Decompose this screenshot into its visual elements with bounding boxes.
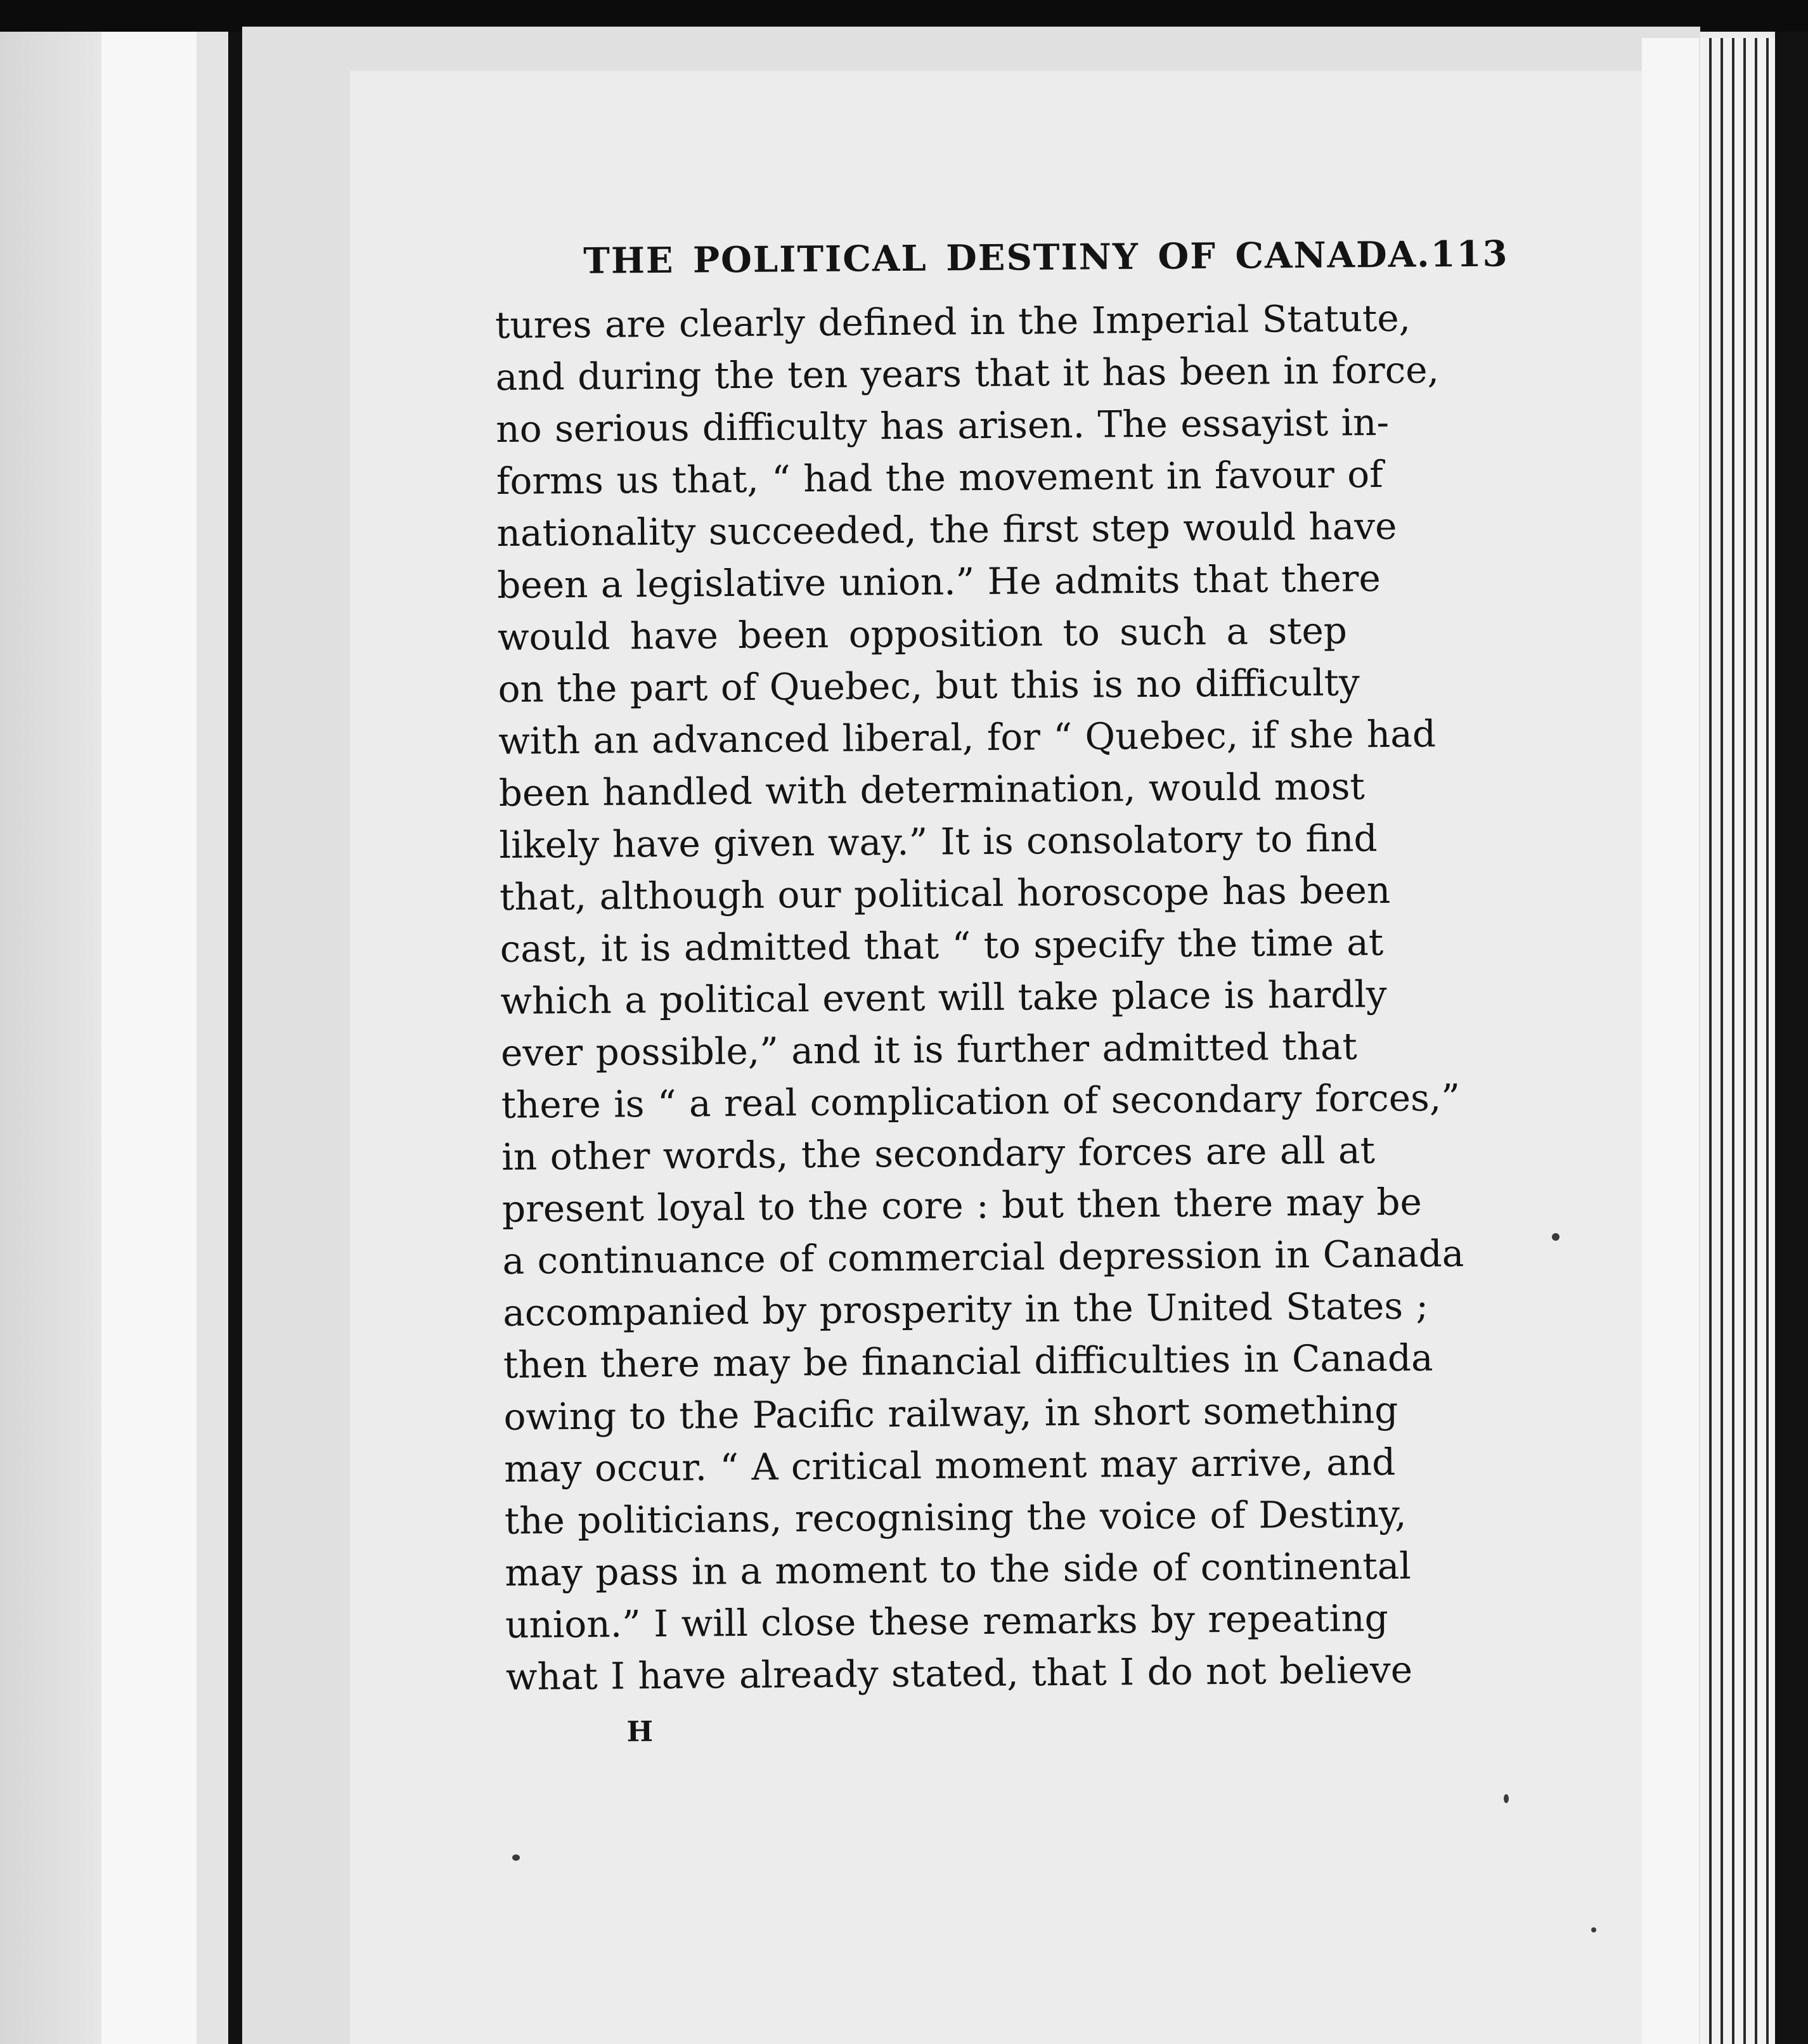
- book-gutter: [228, 32, 242, 2044]
- text-line: been handled with determination, would most: [498, 765, 1366, 815]
- running-head-title: THE POLITICAL DESTINY OF CANADA.: [583, 233, 1431, 282]
- text-line: on the part of Quebec, but this is no difficulty: [498, 661, 1360, 711]
- text-line: may occur. “ A critical moment may arrive, and: [503, 1440, 1396, 1491]
- text-line: that, although our political horoscope has been: [499, 868, 1391, 919]
- text-line: with an advanced liberal, for “ Quebec, if she had: [498, 712, 1437, 763]
- text-line: the politicians, recognising the voice of Destiny,: [504, 1492, 1407, 1543]
- left-page-shadow: [0, 32, 101, 2044]
- page-number: 113: [1430, 233, 1509, 276]
- paper-speck: [1552, 1233, 1559, 1241]
- running-head: [583, 233, 1509, 282]
- left-page-inner-margin: [197, 32, 228, 2044]
- text-line: forms us that, “ had the movement in favour of: [496, 453, 1383, 503]
- paper-speck: [1504, 1794, 1509, 1803]
- text-line: may pass in a moment to the side of continental: [505, 1544, 1412, 1594]
- page-right-margin: [1642, 38, 1699, 2044]
- text-line: owing to the Pacific railway, in short something: [503, 1388, 1398, 1439]
- page-text-block: [494, 233, 1509, 1749]
- text-line: accompanied by prosperity in the United States ;: [503, 1284, 1429, 1335]
- text-line: which a political event will take place is hardly: [500, 972, 1387, 1023]
- scan-right-border: [1775, 32, 1808, 2044]
- text-line: nationality succeeded, the first step would have: [496, 504, 1397, 555]
- paper-speck: [512, 1854, 520, 1861]
- text-line: then there may be financial difficulties in Canada: [503, 1336, 1433, 1387]
- text-line: no serious difficulty has arisen. The essayist in-: [496, 400, 1390, 451]
- text-line: cast, it is admitted that “ to specify the time at: [500, 921, 1384, 971]
- text-line: union.” I will close these remarks by repeating: [505, 1596, 1388, 1646]
- text-line: in other words, the secondary forces are all at: [501, 1129, 1376, 1179]
- text-line: likely have given way.” It is consolatory to find: [499, 817, 1378, 867]
- text-line: there is “ a real complication of secondary forces,”: [501, 1076, 1461, 1127]
- text-line: a continuance of commercial depression in Canada: [502, 1232, 1464, 1283]
- text-line: what I have already stated, that I do not believe: [505, 1648, 1413, 1698]
- text-line: would have been opposition to such a step: [497, 609, 1348, 659]
- paper-speck: [1591, 1927, 1596, 1932]
- text-line: present loyal to the core : but then there may be: [501, 1180, 1423, 1231]
- text-line: tures are clearly defined in the Imperial Statute,: [494, 296, 1411, 347]
- text-line: and during the ten years that it has been in force,: [495, 348, 1440, 399]
- text-line: been a legislative union.” He admits that there: [496, 557, 1381, 607]
- signature-mark: H: [626, 1716, 654, 1749]
- text-line: ever possible,” and it is further admitted that: [500, 1025, 1358, 1075]
- left-page-edge: [101, 32, 197, 2044]
